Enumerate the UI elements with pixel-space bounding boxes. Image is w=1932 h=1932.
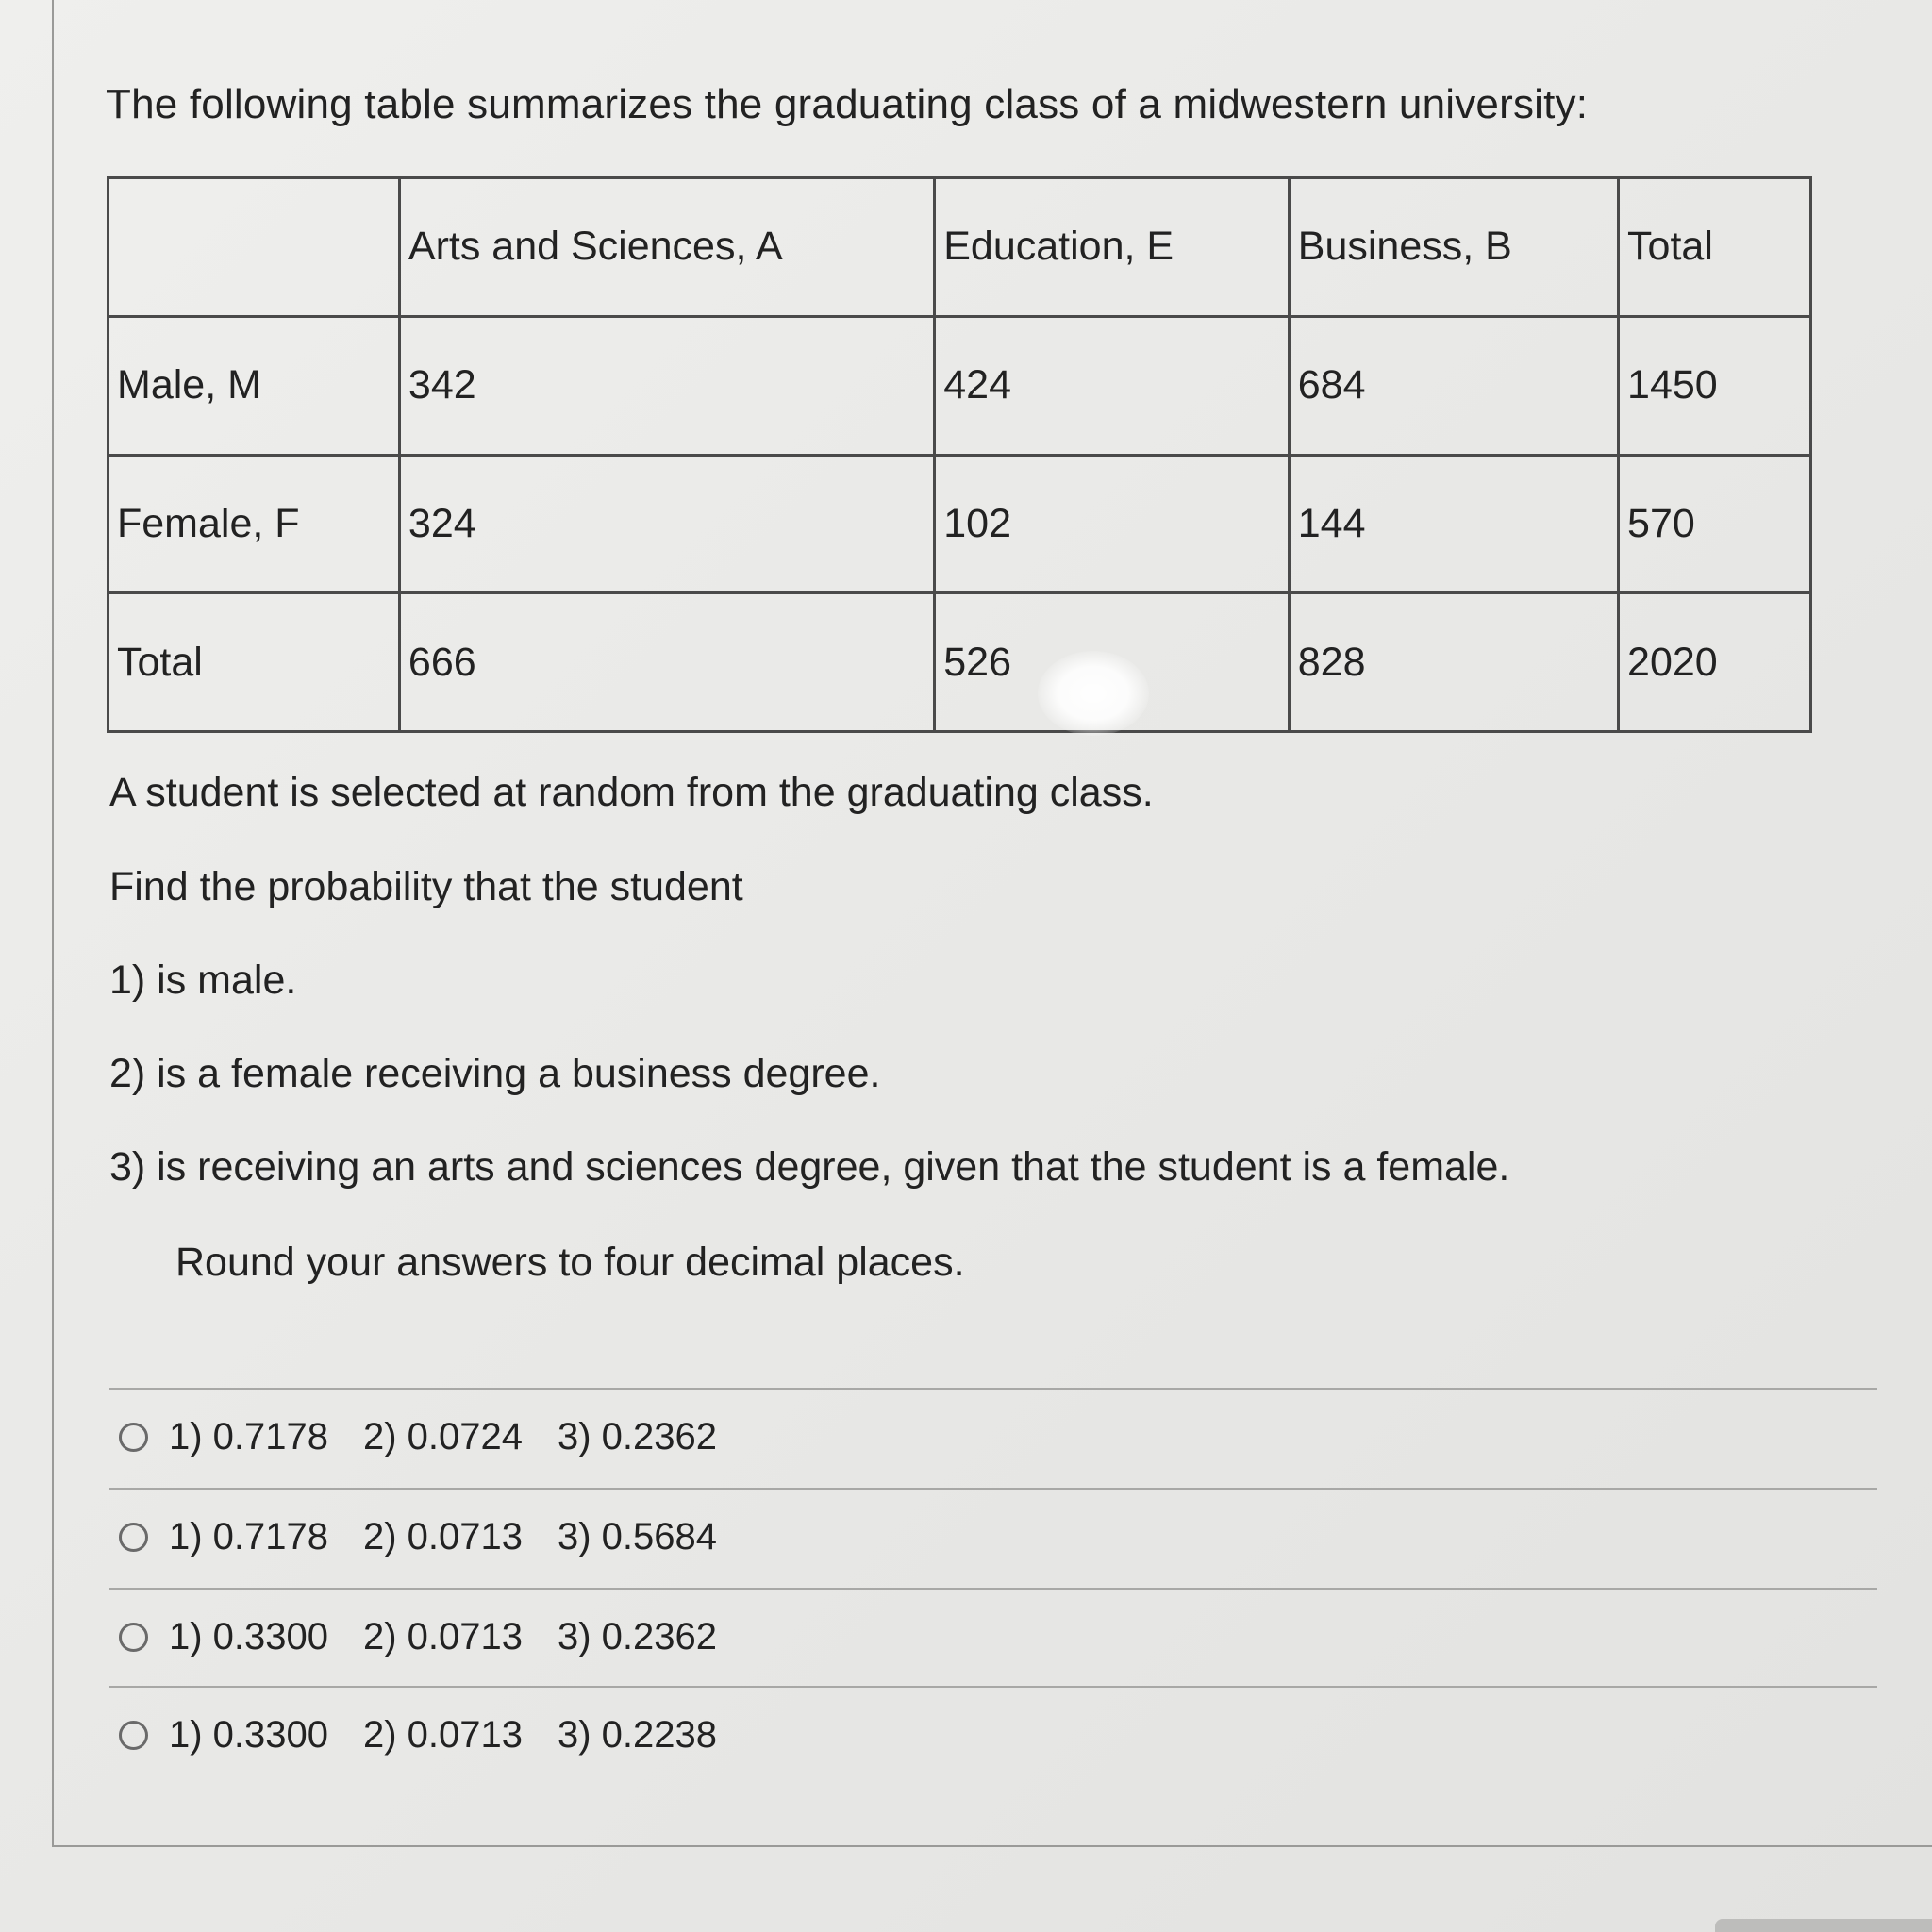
answer-option-2[interactable] xyxy=(119,1508,717,1565)
radio-button[interactable] xyxy=(119,1523,148,1552)
radio-button[interactable] xyxy=(119,1721,148,1750)
intro-text: The following table summarizes the graduating class of a midwestern university: xyxy=(106,81,1589,127)
prompt-text: Find the probability that the student xyxy=(109,864,743,909)
divider xyxy=(109,1588,1877,1590)
question-part-1: 1) is male. xyxy=(109,958,297,1003)
option-answer-1: 1) 0.3300 xyxy=(169,1713,329,1756)
option-answer-3: 3) 0.2238 xyxy=(558,1713,718,1756)
table-row-label: Female, F xyxy=(108,455,400,593)
question-part-3: 3) is receiving an arts and sciences degree, given that the student is a female. xyxy=(109,1144,1510,1190)
option-answer-3: 3) 0.5684 xyxy=(558,1515,718,1557)
option-answer-1: 1) 0.3300 xyxy=(169,1615,329,1657)
selection-text: A student is selected at random from the graduating class. xyxy=(109,770,1154,815)
table-cell: 2020 xyxy=(1619,593,1811,732)
answer-option-3[interactable] xyxy=(119,1608,717,1665)
option-answer-1: 1) 0.7178 xyxy=(169,1515,329,1557)
table-cell: 570 xyxy=(1619,455,1811,593)
table-row xyxy=(108,316,1811,455)
table-cell: 144 xyxy=(1289,455,1618,593)
rounding-instruction: Round your answers to four decimal places. xyxy=(175,1240,965,1285)
table-row xyxy=(108,455,1811,593)
table-cell: 342 xyxy=(399,316,934,455)
table-header-row xyxy=(108,178,1811,317)
table-header-cell: Total xyxy=(1619,178,1811,317)
table-header-cell: Arts and Sciences, A xyxy=(399,178,934,317)
table-cell: 684 xyxy=(1289,316,1618,455)
divider xyxy=(109,1488,1877,1490)
option-answer-3: 3) 0.2362 xyxy=(558,1615,718,1657)
table-header-cell: Education, E xyxy=(935,178,1290,317)
option-answer-2: 2) 0.0713 xyxy=(363,1515,524,1557)
table-row-label: Total xyxy=(108,593,400,732)
option-answer-2: 2) 0.0713 xyxy=(363,1615,524,1657)
question-part-2: 2) is a female receiving a business degree. xyxy=(109,1051,881,1096)
table-cell: 424 xyxy=(935,316,1290,455)
table-row-label: Male, M xyxy=(108,316,400,455)
option-answer-3: 3) 0.2362 xyxy=(558,1415,718,1457)
screen-glare xyxy=(1038,651,1149,736)
option-answer-2: 2) 0.0724 xyxy=(363,1415,524,1457)
option-answer-2: 2) 0.0713 xyxy=(363,1713,524,1756)
answer-option-1[interactable] xyxy=(119,1408,717,1465)
divider xyxy=(109,1388,1877,1390)
table-cell: 666 xyxy=(399,593,934,732)
table-cell: 324 xyxy=(399,455,934,593)
table-header-cell: Business, B xyxy=(1289,178,1618,317)
divider xyxy=(109,1686,1877,1688)
radio-button[interactable] xyxy=(119,1423,148,1452)
option-answer-1: 1) 0.7178 xyxy=(169,1415,329,1457)
table-cell: 102 xyxy=(935,455,1290,593)
table-cell: 526 xyxy=(935,593,1290,732)
table-cell: 828 xyxy=(1289,593,1618,732)
corner-tab xyxy=(1715,1919,1932,1932)
table-header-cell xyxy=(108,178,400,317)
answer-option-4[interactable] xyxy=(119,1707,717,1763)
table-row xyxy=(108,593,1811,732)
graduating-class-table xyxy=(107,176,1812,733)
radio-button[interactable] xyxy=(119,1623,148,1652)
table-cell: 1450 xyxy=(1619,316,1811,455)
